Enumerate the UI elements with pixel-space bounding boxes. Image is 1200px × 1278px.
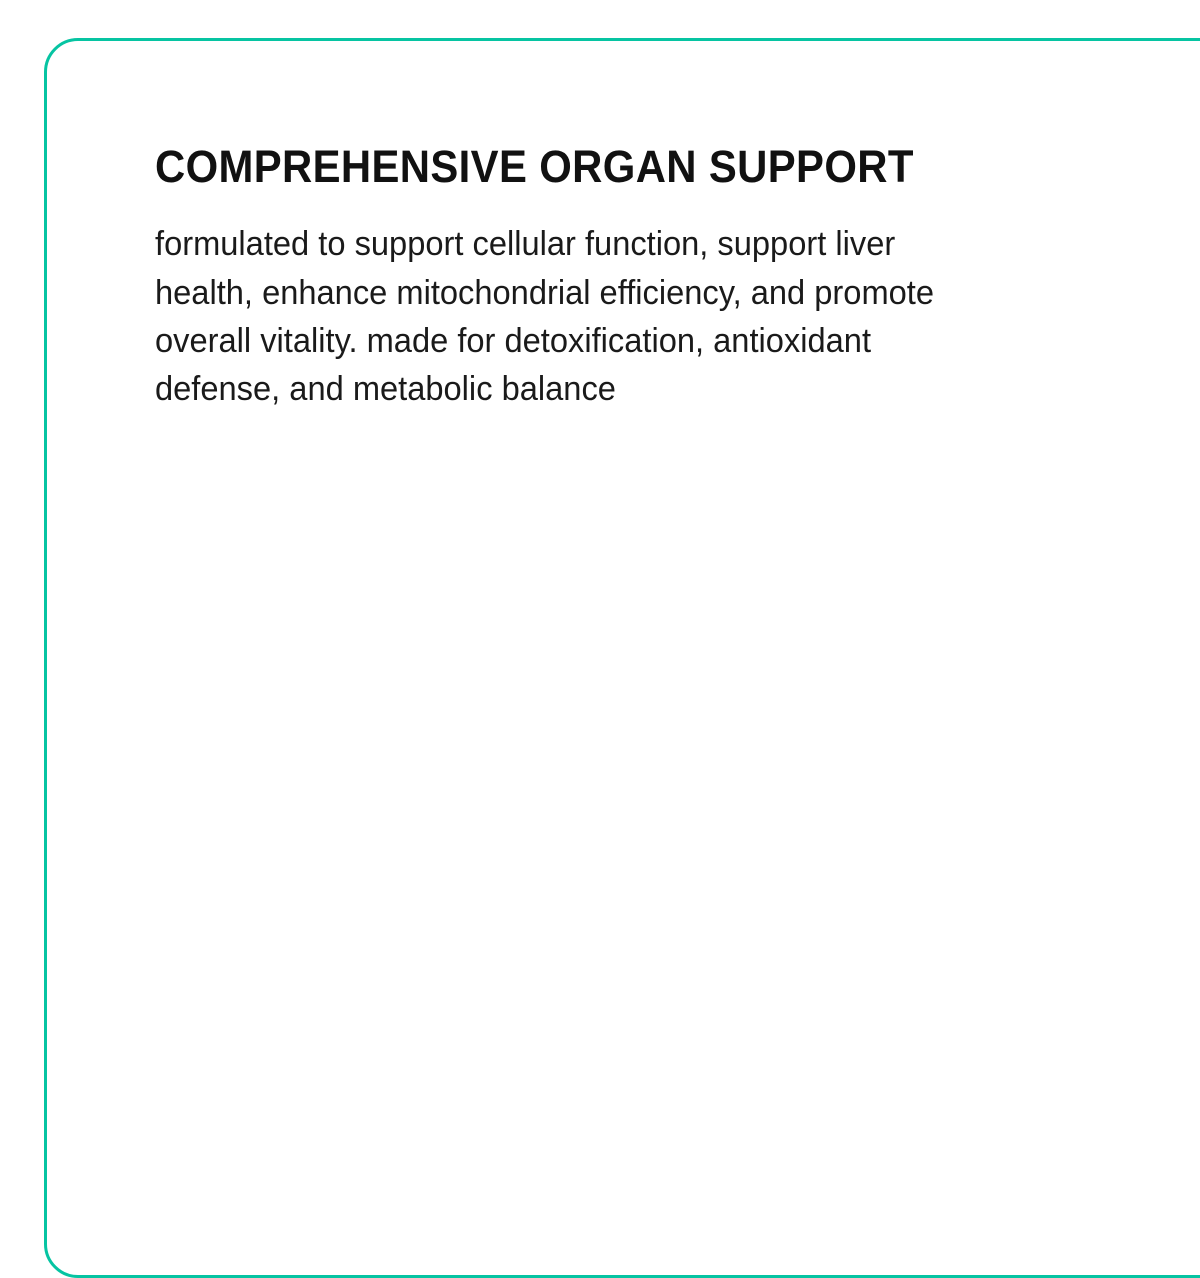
page-title: COMPREHENSIVE ORGAN SUPPORT xyxy=(155,141,914,192)
organ-support-card xyxy=(44,38,1200,1278)
card-description: formulated to support cellular function, support liver health, enhance mitochondrial efficiency, and promote overall vitality. made for detoxification, antioxidant defense, and metabolic balance xyxy=(155,225,935,409)
card-content xyxy=(155,143,1015,413)
